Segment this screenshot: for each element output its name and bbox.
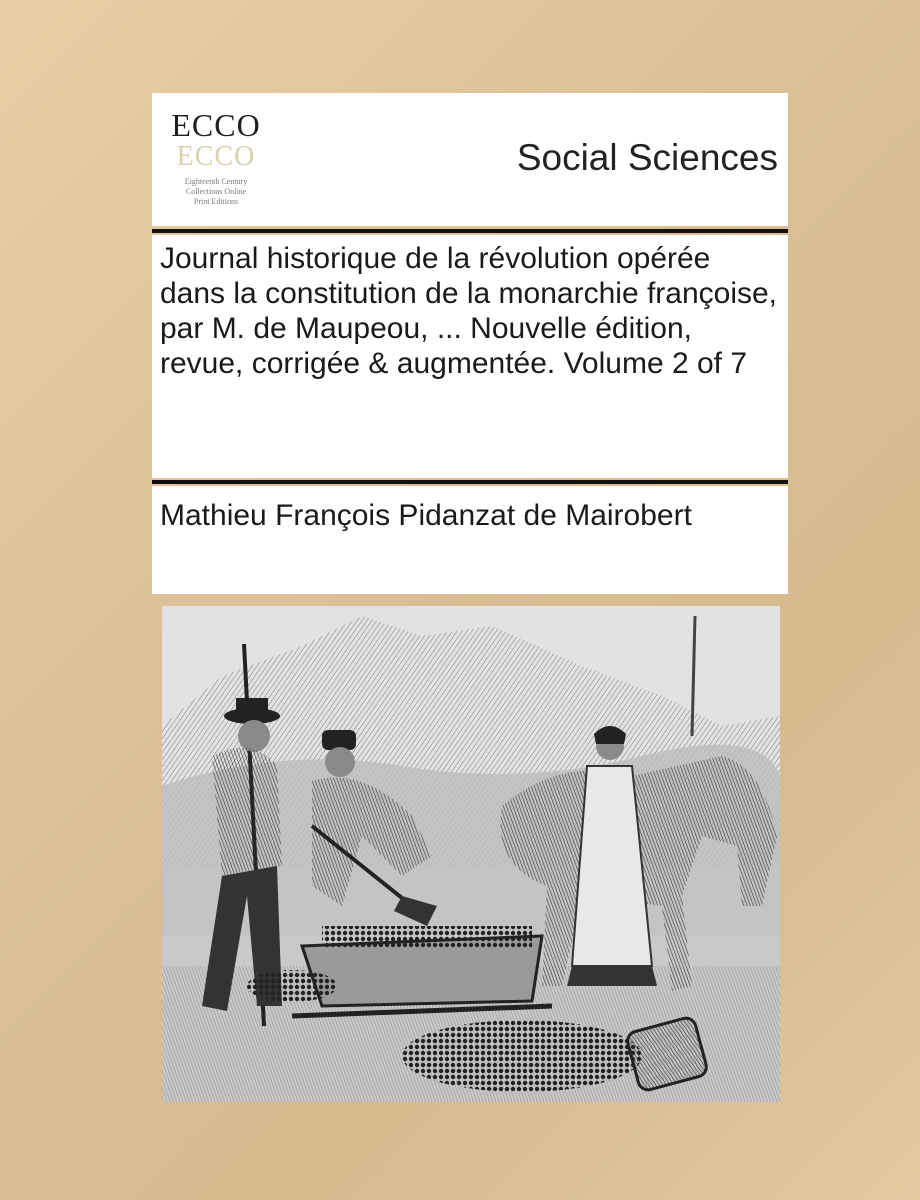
ecco-logo-line: Print Editions (193, 197, 239, 206)
engraving-illustration (162, 606, 780, 1102)
ecco-logo-letters: ECCO (171, 107, 261, 143)
book-title: Journal historique de la révolution opérée dans la constitution de la monarchie françoise, par M. de Maupeou, ... Nouvelle édition, revue, corrigée & augmentée. Volume 2 of 7 (160, 242, 778, 380)
cap (322, 730, 356, 750)
skirt-hem (567, 966, 657, 986)
hat-crown (236, 698, 268, 716)
coat (212, 748, 282, 876)
ecco-logo-line: Eighteenth Century (184, 177, 248, 186)
ecco-logo-caption (164, 177, 268, 207)
head (238, 720, 270, 752)
coal-load (322, 926, 532, 948)
head (325, 747, 355, 777)
cover-header (152, 93, 788, 226)
divider-line (152, 229, 788, 233)
series-name: Social Sciences (516, 137, 778, 178)
author-panel (152, 486, 788, 594)
coal-pile (402, 1020, 642, 1092)
coal-heap (247, 970, 337, 1002)
book-author: Mathieu François Pidanzat de Mairobert (160, 499, 692, 532)
divider-line (152, 480, 788, 484)
ecco-logo (164, 107, 268, 212)
ecco-logo-line: Collections Online (185, 187, 247, 196)
title-panel (152, 235, 788, 478)
ecco-logo-reflection: ECCO (176, 141, 256, 172)
